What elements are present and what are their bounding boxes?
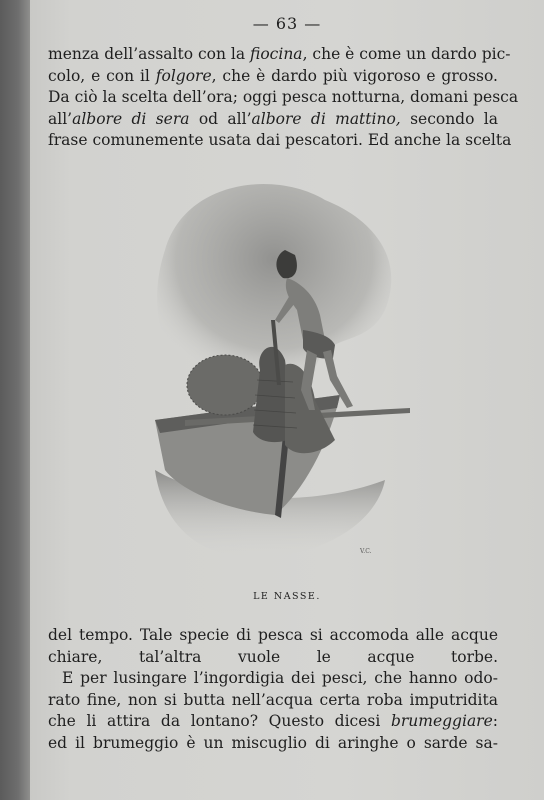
illustration-caption: LE NASSE.	[253, 591, 321, 602]
text-line: menza dell’assalto con la fiocina, che è come un dardo pic-	[48, 45, 511, 63]
text-line: E per lusingare l’ingordigia dei pesci, che hanno odo-	[62, 669, 498, 687]
artist-signature: V.C.	[360, 548, 372, 555]
text-line: del tempo. Tale specie di pesca si accomoda alle acque	[48, 626, 498, 644]
text-line: frase comunemente usata dai pescatori. Ed anche la scelta	[48, 131, 512, 149]
book-spine-shadow	[0, 0, 30, 800]
text-line: Da ciò la scelta dell’ora; oggi pesca notturna, domani pesca	[48, 88, 519, 106]
book-page	[30, 0, 544, 800]
text-line: all’albore di sera od all’albore di mattino, secondo la	[48, 109, 498, 128]
page-number: — 63 —	[252, 14, 322, 33]
text-line: rato fine, non si butta nell’acqua certa roba imputridita	[48, 690, 498, 709]
text-line: colo, e con il folgore, che è dardo più vigoroso e grosso.	[48, 66, 498, 85]
paragraph-top	[48, 44, 519, 152]
paragraph-bottom	[48, 625, 498, 754]
fisherman-boat-illustration	[125, 170, 425, 570]
text-line: che li attira da lontano? Questo dicesi brumeggiare:	[48, 712, 498, 730]
text-line: ed il brumeggio è un miscuglio di aringhe o sarde sa-	[48, 733, 498, 752]
text-line: chiare, tal’altra vuole le acque torbe.	[48, 647, 498, 666]
